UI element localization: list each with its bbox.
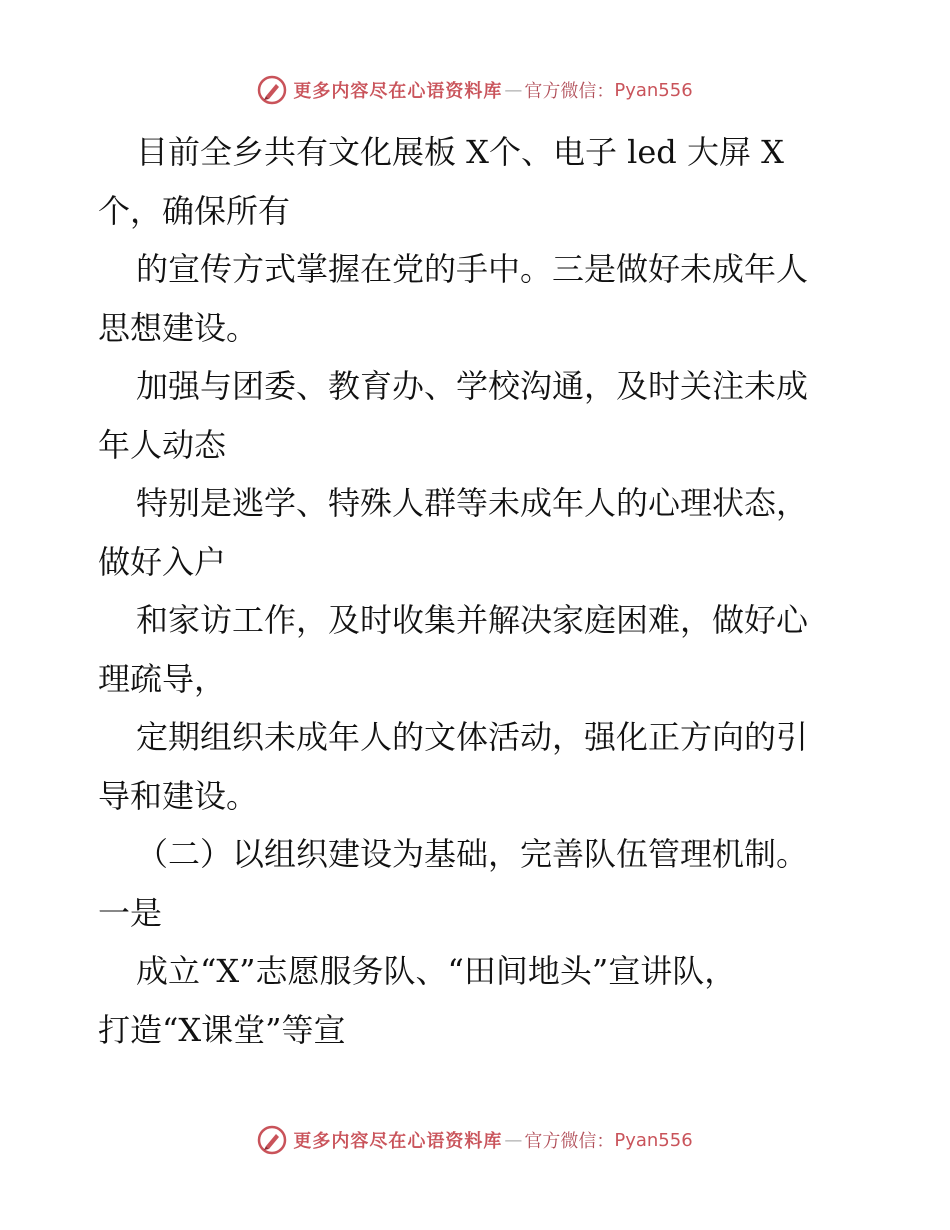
body-line: 思想建设。 (98, 308, 259, 347)
pen-logo-icon (257, 75, 287, 105)
header-contact-id: Pyan556 (614, 79, 693, 101)
body-line: 年人动态 (98, 425, 227, 464)
body-line: 特别是逃学、特殊人群等未成年人的心理状态， (136, 484, 809, 522)
body-line: （二）以组织建设为基础，完善队伍管理机制。 (136, 835, 809, 873)
body-line: 加强与团委、教育办、学校沟通，及时关注未成 (136, 367, 809, 405)
body-line: 一是 (98, 893, 163, 932)
footer-banner (0, 1120, 950, 1160)
footer-separator: — (504, 1129, 523, 1151)
body-line: 导和建设。 (98, 776, 259, 815)
pen-logo-icon (257, 1125, 287, 1155)
body-line: 定期组织未成年人的文体活动，强化正方向的引 (136, 718, 809, 756)
footer-promo-text: 更多内容尽在心语资料库 (293, 1131, 503, 1152)
header-banner (0, 70, 950, 110)
header-separator: — (504, 79, 523, 101)
footer-contact-id: Pyan556 (614, 1129, 693, 1151)
header-contact-label: 官方微信： (524, 81, 615, 102)
body-line: 成立“X”志愿服务队、“田间地头”宣讲队， (136, 952, 737, 990)
body-line: 做好入户 (98, 542, 227, 581)
body-line: 目前全乡共有文化展板 X个、电子 led 大屏 X (136, 133, 784, 171)
body-line: 理疏导， (98, 659, 227, 698)
document-body (98, 123, 858, 1059)
footer-contact-label: 官方微信： (524, 1131, 615, 1152)
body-line: 打造“X课堂”等宣 (98, 1010, 346, 1049)
body-line: 的宣传方式掌握在党的手中。三是做好未成年人 (136, 250, 809, 288)
header-promo-text: 更多内容尽在心语资料库 (293, 81, 503, 102)
body-line: 个，确保所有 (98, 191, 291, 230)
body-line: 和家访工作，及时收集并解决家庭困难，做好心 (136, 601, 809, 639)
